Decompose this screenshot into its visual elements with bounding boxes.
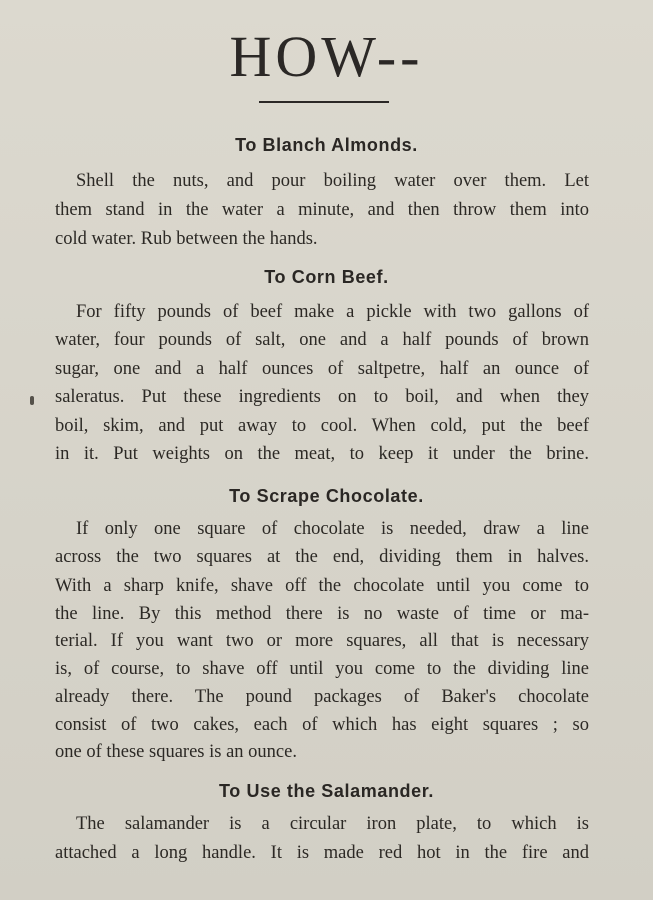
text-line: in it. Put weights on the meat, to keep it under the brine. <box>55 444 589 464</box>
section-heading-blanch-almonds: To Blanch Almonds. <box>235 135 418 155</box>
text-line: boil, skim, and put away to cool. When cold, put the beef <box>55 416 589 436</box>
text-line: Shell the nuts, and pour boiling water over them. Let <box>76 171 589 191</box>
text-line: saleratus. Put these ingredients on to boil, and when they <box>55 387 589 407</box>
text-line: For fifty pounds of beef make a pickle with two gallons of <box>76 302 589 322</box>
section-heading-corn-beef: To Corn Beef. <box>264 267 389 287</box>
text-line: attached a long handle. It is made red hot in the fire and <box>55 843 589 863</box>
page-title: HOW-- <box>229 24 424 89</box>
text-line: With a sharp knife, shave off the chocolate until you come to <box>55 576 589 596</box>
text-line: water, four pounds of salt, one and a half pounds of brown <box>55 330 589 350</box>
section-heading-scrape-chocolate: To Scrape Chocolate. <box>229 486 424 506</box>
text-line: is, of course, to shave off until you come to the dividing line <box>55 659 589 679</box>
text-line: the line. By this method there is no waste of time or ma- <box>55 604 589 624</box>
title-rule <box>259 101 389 103</box>
text-line: The salamander is a circular iron plate, to which is <box>76 814 589 834</box>
text-line: cold water. Rub between the hands. <box>55 229 318 249</box>
section-heading-use-salamander: To Use the Salamander. <box>219 781 434 801</box>
text-line: consist of two cakes, each of which has eight squares ; so <box>55 715 589 735</box>
page-speck <box>30 396 34 405</box>
text-line: terial. If you want two or more squares, all that is necessary <box>55 631 589 651</box>
text-line: one of these squares is an ounce. <box>55 742 297 762</box>
text-line: already there. The pound packages of Baker's chocolate <box>55 687 589 707</box>
text-line: them stand in the water a minute, and then throw them into <box>55 200 589 220</box>
text-line: across the two squares at the end, dividing them in halves. <box>55 547 589 567</box>
text-line: sugar, one and a half ounces of saltpetre, half an ounce of <box>55 359 589 379</box>
text-line: If only one square of chocolate is needed, draw a line <box>76 519 589 539</box>
